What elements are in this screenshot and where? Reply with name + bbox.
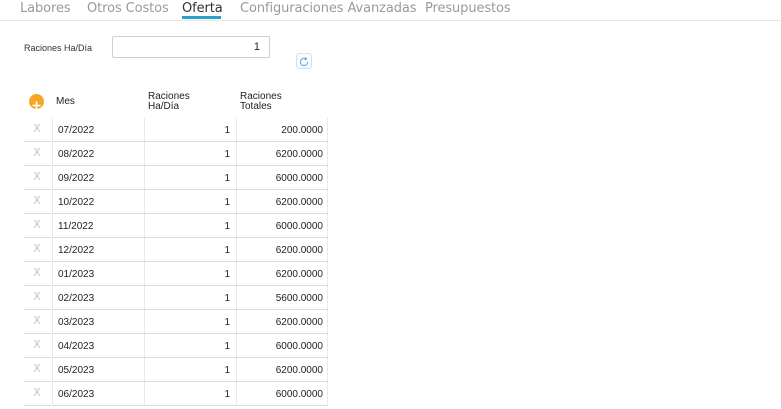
active-tab-indicator [182,16,221,19]
delete-cell [24,286,51,310]
mes-cell[interactable] [52,382,144,406]
mes-cell[interactable] [52,214,144,238]
delete-row-x-icon[interactable]: X [33,314,41,327]
delete-row-x-icon[interactable]: X [33,290,41,303]
raciones-input[interactable]: 1 [112,36,270,58]
table-row [24,286,326,310]
mes-cell[interactable] [52,286,144,310]
totales-cell[interactable] [236,190,328,214]
totales-value: 6200.0000 [275,149,323,160]
totales-value: 6000.0000 [275,389,323,400]
mes-cell[interactable] [52,334,144,358]
totales-value: 6000.0000 [275,221,323,232]
totales-value: 6000.0000 [275,173,323,184]
delete-cell [24,166,51,190]
totales-cell[interactable] [236,118,328,142]
raciones-value: 1 [224,293,230,304]
totales-cell[interactable] [236,166,328,190]
mes-value: 03/2023 [58,317,95,328]
raciones-cell[interactable] [144,286,236,310]
raciones-value: 1 [224,125,230,136]
tab-otros-costos[interactable]: Otros Costos [87,1,169,16]
raciones-label: Raciones Ha/Día [24,43,93,53]
mes-cell[interactable] [52,142,144,166]
mes-cell[interactable] [52,166,144,190]
totales-value: 6000.0000 [275,341,323,352]
raciones-value: 1 [224,341,230,352]
table-row [24,142,326,166]
refresh-button[interactable] [296,53,312,69]
table-row [24,358,326,382]
totales-cell[interactable] [236,286,328,310]
delete-cell [24,358,51,382]
raciones-value: 1 [224,221,230,232]
raciones-value: 1 [224,269,230,280]
delete-row-x-icon[interactable]: X [33,194,41,207]
delete-row-x-icon[interactable]: X [33,146,41,159]
mes-value: 05/2023 [58,365,95,376]
totales-cell[interactable] [236,142,328,166]
delete-cell [24,214,51,238]
tab-labores[interactable]: Labores [20,1,71,16]
raciones-cell[interactable] [144,310,236,334]
mes-cell[interactable] [52,238,144,262]
mes-cell[interactable] [52,358,144,382]
col-header-totales-line2: Totales [240,101,272,112]
add-row-button[interactable] [29,94,44,109]
totales-value: 6200.0000 [275,245,323,256]
table-row [24,214,326,238]
tab-oferta[interactable]: Oferta [182,1,223,16]
totales-cell[interactable] [236,238,328,262]
table-row [24,166,326,190]
table-row [24,118,326,142]
raciones-cell[interactable] [144,238,236,262]
raciones-cell[interactable] [144,142,236,166]
mes-value: 09/2022 [58,173,95,184]
raciones-value: 1 [224,173,230,184]
mes-cell[interactable] [52,190,144,214]
mes-value: 06/2023 [58,389,95,400]
mes-cell[interactable] [52,118,144,142]
delete-cell [24,118,51,142]
table-row [24,190,326,214]
mes-value: 10/2022 [58,197,95,208]
delete-cell [24,142,51,166]
delete-row-x-icon[interactable]: X [33,122,41,135]
table-row [24,310,326,334]
delete-row-x-icon[interactable]: X [33,218,41,231]
totales-value: 6200.0000 [275,269,323,280]
raciones-cell[interactable] [144,358,236,382]
raciones-cell[interactable] [144,118,236,142]
refresh-icon [298,55,310,67]
delete-cell [24,262,51,286]
col-header-raciones-line1: Raciones [148,91,190,102]
mes-value: 08/2022 [58,149,95,160]
delete-row-x-icon[interactable]: X [33,338,41,351]
totales-value: 200.0000 [281,125,323,136]
totales-cell[interactable] [236,214,328,238]
mes-value: 04/2023 [58,341,95,352]
delete-cell [24,382,51,406]
col-header-mes: Mes [56,96,75,107]
raciones-value: 1 [224,389,230,400]
col-header-raciones [148,92,190,112]
tab-configuraciones-avanzadas[interactable]: Configuraciones Avanzadas [240,1,417,16]
totales-cell[interactable] [236,382,328,406]
col-header-raciones-line2: Ha/Día [148,101,180,112]
tab-bar [0,0,781,21]
raciones-value: 1 [224,365,230,376]
totales-cell[interactable] [236,310,328,334]
raciones-cell[interactable] [144,382,236,406]
totales-value: 6200.0000 [275,317,323,328]
delete-row-x-icon[interactable]: X [33,386,41,399]
mes-value: 02/2023 [58,293,95,304]
raciones-value: 1 [224,149,230,160]
delete-cell [24,238,51,262]
mes-value: 01/2023 [58,269,95,280]
table-row [24,262,326,286]
table-row [24,238,326,262]
raciones-cell[interactable] [144,334,236,358]
delete-row-x-icon[interactable]: X [33,242,41,255]
totales-value: 6200.0000 [275,197,323,208]
delete-cell [24,310,51,334]
mes-value: 11/2022 [58,221,94,232]
raciones-value: 1 [224,197,230,208]
delete-row-x-icon[interactable]: X [33,362,41,375]
table-row [24,334,326,358]
raciones-value: 1 [224,317,230,328]
tab-presupuestos[interactable]: Presupuestos [425,1,511,16]
mes-value: 12/2022 [58,245,95,256]
raciones-cell[interactable] [144,166,236,190]
mes-value: 07/2022 [58,125,95,136]
raciones-cell[interactable] [144,190,236,214]
raciones-cell[interactable] [144,262,236,286]
col-header-totales [240,92,282,112]
delete-cell [24,190,51,214]
plus-icon [32,97,41,106]
totales-cell[interactable] [236,358,328,382]
totales-cell[interactable] [236,334,328,358]
mes-cell[interactable] [52,262,144,286]
totales-cell[interactable] [236,262,328,286]
raciones-cell[interactable] [144,214,236,238]
delete-row-x-icon[interactable]: X [33,266,41,279]
raciones-value: 1 [224,245,230,256]
delete-cell [24,334,51,358]
col-header-totales-line1: Raciones [240,91,282,102]
delete-row-x-icon[interactable]: X [33,170,41,183]
totales-value: 6200.0000 [275,365,323,376]
table-row [24,382,326,406]
mes-cell[interactable] [52,310,144,334]
totales-value: 5600.0000 [275,293,323,304]
